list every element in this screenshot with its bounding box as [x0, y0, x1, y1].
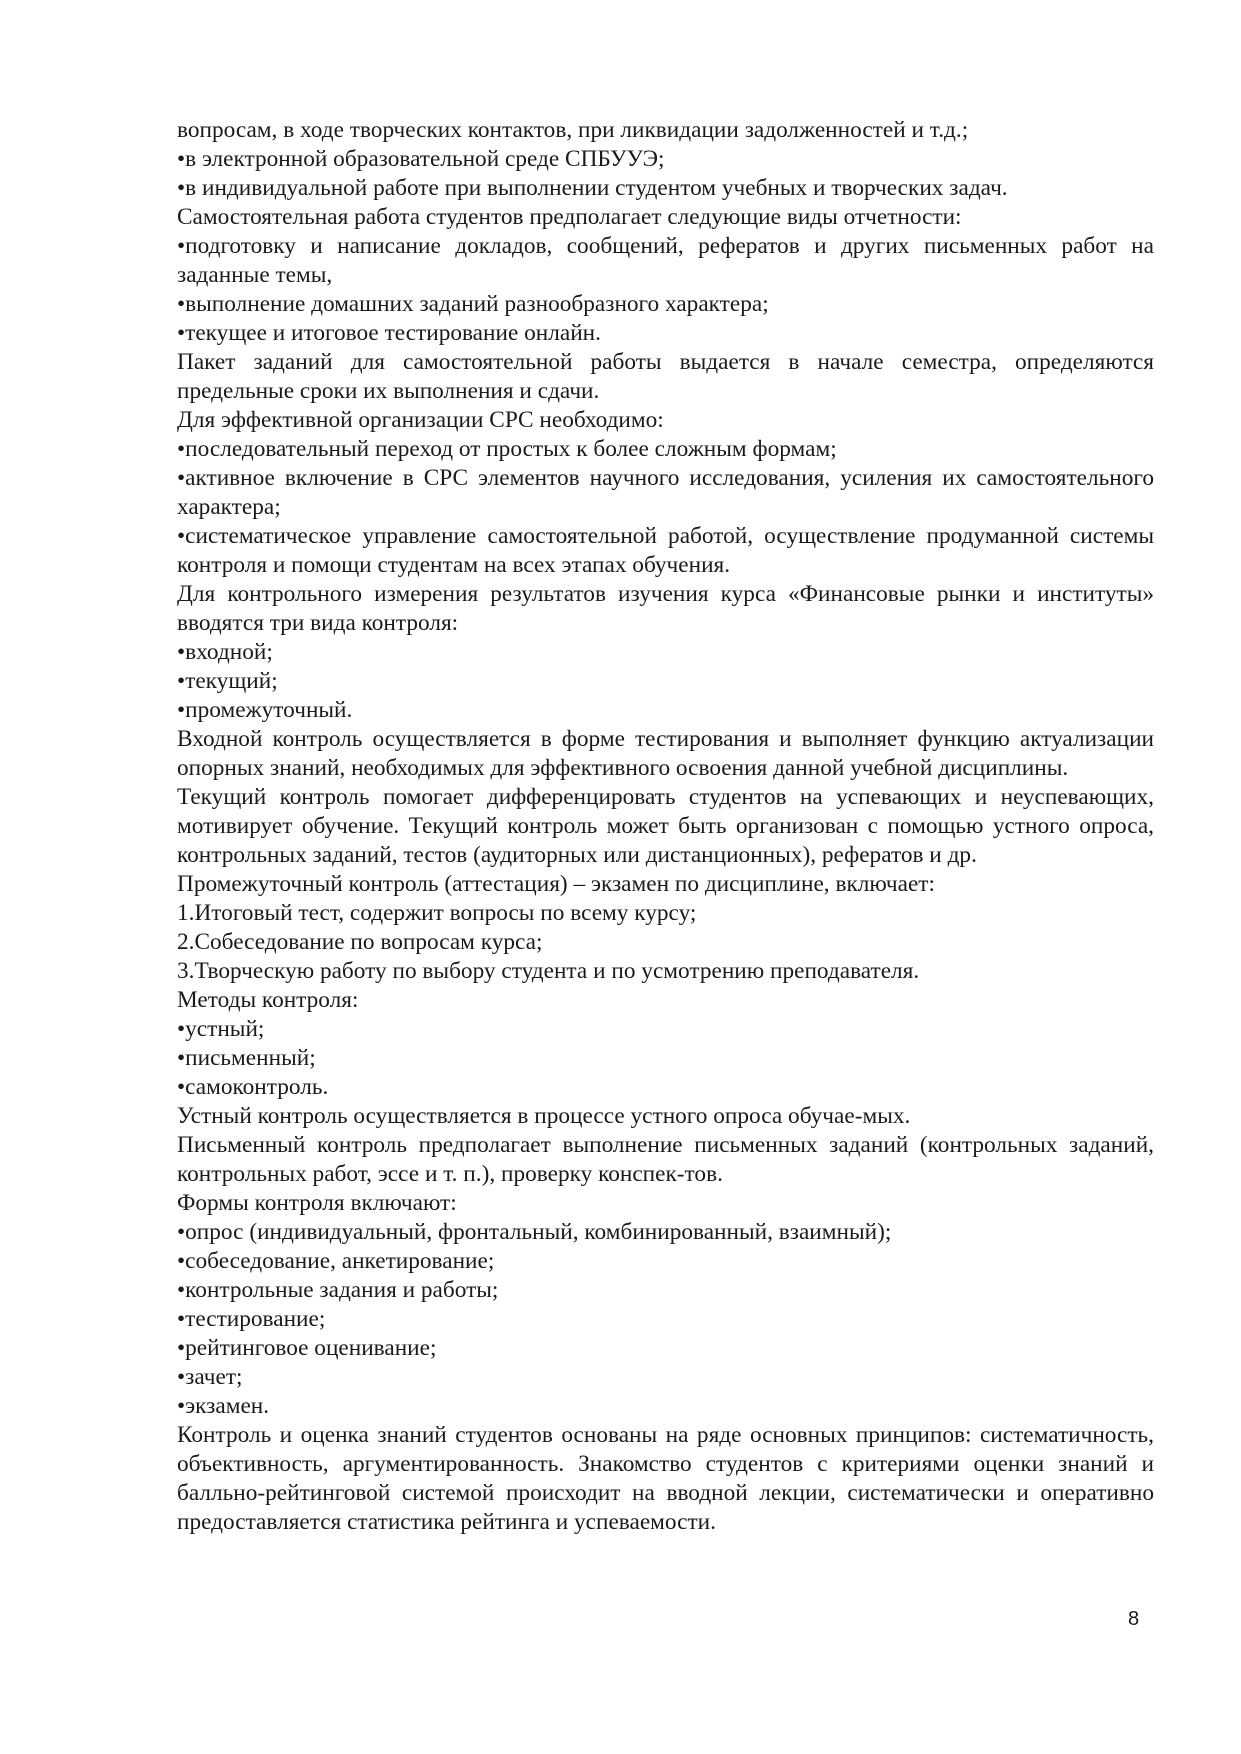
page-number: 8	[1128, 1608, 1140, 1630]
list-item: •зачет;	[177, 1364, 243, 1390]
list-item: •текущий;	[177, 668, 278, 694]
numbered-item: 3.Творческую работу по выбору студента и по усмотрению преподавателя.	[177, 958, 920, 984]
list-item: •промежуточный.	[177, 697, 353, 723]
paragraph: Промежуточный контроль (аттестация) – экзамен по дисциплине, включает:	[177, 871, 935, 897]
paragraph: Входной контроль осуществляется в форме тестирования и выполняет функцию актуализации опорных знаний, необходимых для эффективного освоения данной учебной дисциплины.	[177, 726, 1154, 781]
list-item: •последовательный переход от простых к более сложным формам;	[177, 436, 837, 462]
paragraph: Текущий контроль помогает дифференцировать студентов на успевающих и неуспевающих, мотивирует обучение. Текущий контроль может быть организован с помощью устного опроса, контрольных заданий, тестов (аудиторных или дистанционных), рефератов и др.	[177, 784, 1154, 868]
paragraph: Самостоятельная работа студентов предполагает следующие виды отчетности:	[177, 204, 962, 230]
list-item: •тестирование;	[177, 1306, 326, 1332]
paragraph: Пакет заданий для самостоятельной работы выдается в начале семестра, определяются предельные сроки их выполнения и сдачи.	[177, 349, 1154, 404]
paragraph: Для эффективной организации СРС необходимо:	[177, 407, 664, 433]
list-item: •в электронной образовательной среде СПБУУЭ;	[177, 146, 665, 172]
list-item: •самоконтроль.	[177, 1074, 329, 1100]
list-item: •в индивидуальной работе при выполнении студентом учебных и творческих задач.	[177, 175, 1008, 201]
list-item: •экзамен.	[177, 1393, 270, 1419]
list-item: •входной;	[177, 639, 273, 665]
list-item: •устный;	[177, 1016, 265, 1042]
paragraph: Устный контроль осуществляется в процессе устного опроса обучае-мых.	[177, 1103, 911, 1129]
list-item: •активное включение в СРС элементов научного исследования, усиления их самостоятельного характера;	[177, 465, 1154, 520]
list-item: •подготовку и написание докладов, сообщений, рефератов и других письменных работ на заданные темы,	[177, 233, 1154, 288]
paragraph: вопросам, в ходе творческих контактов, при ликвидации задолженностей и т.д.;	[177, 117, 969, 143]
numbered-item: 2.Собеседование по вопросам курса;	[177, 929, 543, 955]
list-item: •выполнение домашних заданий разнообразного характера;	[177, 291, 769, 317]
list-item: •собеседование, анкетирование;	[177, 1248, 495, 1274]
paragraph: Методы контроля:	[177, 987, 359, 1013]
list-item: •контрольные задания и работы;	[177, 1277, 499, 1303]
paragraph: Формы контроля включают:	[177, 1190, 457, 1216]
list-item: •текущее и итоговое тестирование онлайн.	[177, 320, 601, 346]
page-body	[177, 116, 1154, 1537]
list-item: •письменный;	[177, 1045, 316, 1071]
list-item: •систематическое управление самостоятельной работой, осуществление продуманной системы контроля и помощи студентам на всех этапах обучения.	[177, 523, 1154, 578]
paragraph: Для контрольного измерения результатов изучения курса «Финансовые рынки и институты» вводятся три вида контроля:	[177, 581, 1154, 636]
numbered-item: 1.Итоговый тест, содержит вопросы по всему курсу;	[177, 900, 697, 926]
list-item: •рейтинговое оценивание;	[177, 1335, 437, 1361]
paragraph: Контроль и оценка знаний студентов основаны на ряде основных принципов: систематичность, объективность, аргументированность. Знакомство студентов с критериями оценки знаний и балльно-рейтинговой системой происходит на вводной лекции, систематически и оперативно предоставляется статистика рейтинга и успеваемости.	[177, 1422, 1154, 1535]
list-item: •опрос (индивидуальный, фронтальный, комбинированный, взаимный);	[177, 1219, 892, 1245]
paragraph: Письменный контроль предполагает выполнение письменных заданий (контрольных заданий, контрольных работ, эссе и т. п.), проверку конспек-тов.	[177, 1132, 1154, 1187]
